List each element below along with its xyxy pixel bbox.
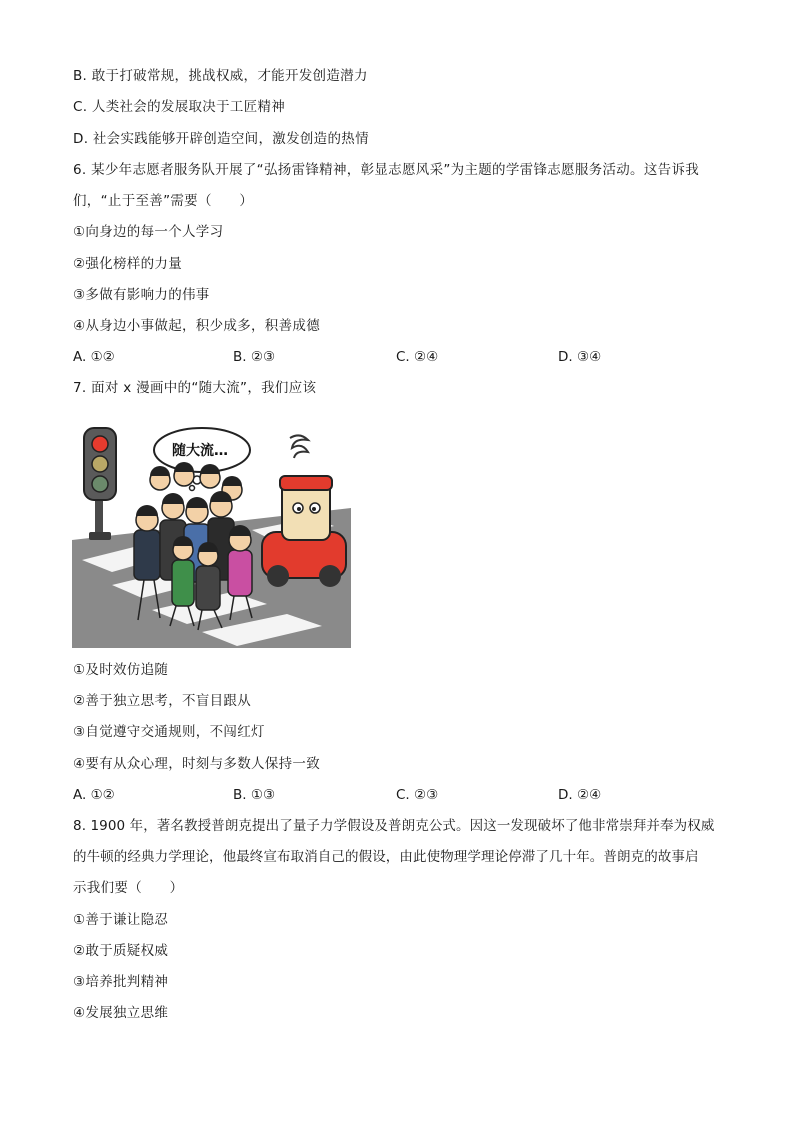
- q5-option-d: D. 社会实践能够开辟创造空间，激发创造的热情: [73, 131, 369, 147]
- q8-item-4: ④发展独立思维: [73, 1005, 169, 1021]
- q8-item-3: ③培养批判精神: [73, 974, 169, 990]
- q5-option-b: B. 敢于打破常规，挑战权威，才能开发创造潜力: [73, 68, 368, 84]
- q7-item-2: ②善于独立思考，不盲目跟从: [73, 693, 252, 709]
- q6-option-a: A. ①②: [73, 349, 115, 365]
- q8-stem-line3: 示我们要（ ）: [73, 880, 184, 896]
- q6-item-3: ③多做有影响力的伟事: [73, 287, 210, 303]
- q6-option-d: D. ③④: [558, 349, 602, 365]
- q8-stem-line2: 的牛顿的经典力学理论，他最终宣布取消自己的假设，由此使物理学理论停滞了几十年。普朗克的故事启: [73, 849, 699, 865]
- q7-item-3: ③自觉遵守交通规则，不闯红灯: [73, 724, 265, 740]
- q7-item-4: ④要有从众心理，时刻与多数人保持一致: [73, 756, 321, 772]
- q6-stem-line2: 们，“止于至善”需要（ ）: [73, 193, 254, 209]
- q7-option-c: C. ②③: [396, 787, 439, 803]
- q7-option-d: D. ②④: [558, 787, 602, 803]
- q6-option-b: B. ②③: [233, 349, 276, 365]
- q6-item-4: ④从身边小事做起，积少成多，积善成德: [73, 318, 321, 334]
- q6-stem-line1: 6. 某少年志愿者服务队开展了“弘扬雷锋精神，彰显志愿风采”为主题的学雷锋志愿服务活动。这告诉我: [73, 162, 700, 178]
- cartoon-bubble-text: 随大流…: [172, 443, 228, 459]
- q6-option-c: C. ②④: [396, 349, 439, 365]
- q6-item-2: ②强化榜样的力量: [73, 256, 183, 272]
- q6-item-1: ①向身边的每一个人学习: [73, 224, 224, 240]
- q8-item-2: ②敢于质疑权威: [73, 943, 169, 959]
- q8-item-1: ①善于谦让隐忍: [73, 912, 169, 928]
- q7-item-1: ①及时效仿追随: [73, 662, 169, 678]
- q7-stem: 7. 面对 x 漫画中的“随大流”，我们应该: [73, 380, 317, 396]
- q7-option-a: A. ①②: [73, 787, 115, 803]
- q8-stem-line1: 8. 1900 年，著名教授普朗克提出了量子力学假设及普朗克公式。因这一发现破坏了他非常崇拜并奉为权威: [73, 818, 715, 834]
- q7-option-b: B. ①③: [233, 787, 276, 803]
- q5-option-c: C. 人类社会的发展取决于工匠精神: [73, 99, 286, 115]
- follow-the-crowd-cartoon: [72, 420, 351, 648]
